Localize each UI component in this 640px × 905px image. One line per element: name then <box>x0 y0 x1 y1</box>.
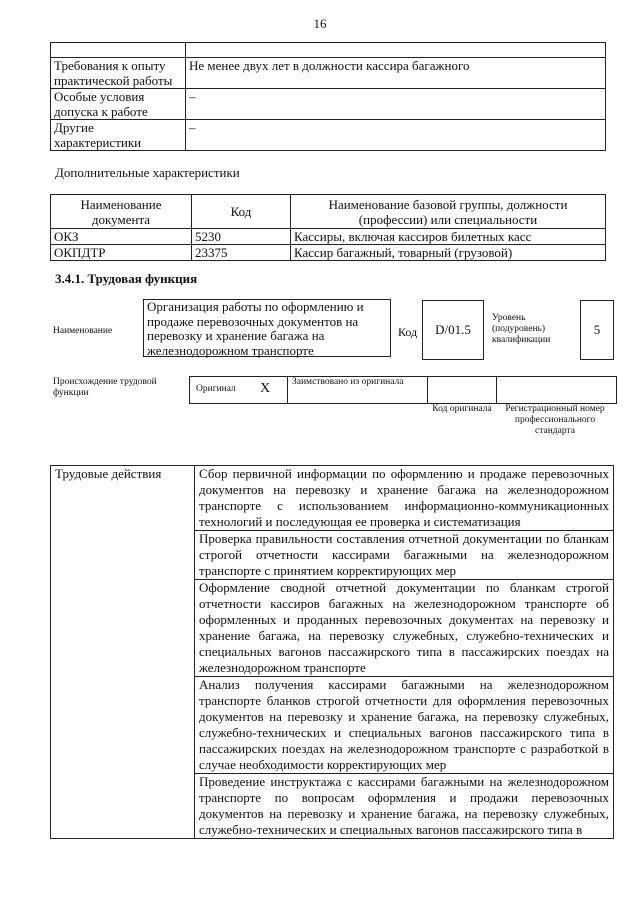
labor-actions-label: Трудовые действия <box>51 466 195 839</box>
origin-borrowed: Заимствовано из оригинала <box>292 377 404 387</box>
divider <box>496 376 497 404</box>
table-cell: Кассиры, включая кассиров билетных касс <box>291 229 606 245</box>
table-cell: ОКЗ <box>51 229 192 245</box>
requirements-table <box>50 42 606 151</box>
origin-mark: X <box>260 381 271 396</box>
row-value: Не менее двух лет в должности кассира багажного <box>186 58 606 89</box>
level-value: 5 <box>580 300 614 360</box>
function-code: D/01.5 <box>422 300 484 360</box>
header-cell: Код <box>192 195 291 229</box>
row-value: – <box>186 89 606 120</box>
table-cell: 5230 <box>192 229 291 245</box>
labor-action-item: Проверка правильности составления отчетной документации по бланкам строгой отчетности кассирами багажными на железнодорожном транспорте с принятием корректирующих мер <box>195 531 614 580</box>
labor-action-item: Оформление сводной отчетной документации по бланкам строгой отчетности кассиров багажных на железнодорожном транспорте об оформленных и проданных перевозочных документах на перевозку и хранение багажа, на перевозку служебных, служебно-технических и специальных вагонов пассажирского типа в пассажирских поездах на железнодорожном транспорте <box>195 580 614 677</box>
table-row <box>51 466 614 531</box>
labor-action-item: Сбор первичной информации по оформлению и продаже перевозочных документов на перевозку и хранение багажа на железнодорожном транспорте с использованием информационно-коммуникационных технологий и последующая ее проверка и систематизация <box>195 466 614 531</box>
table-row <box>51 245 606 261</box>
name-label: Наименование <box>53 326 113 336</box>
function-heading: 3.4.1. Трудовая функция <box>55 271 198 286</box>
additional-table <box>50 194 606 261</box>
origin-label: Происхождение трудовой функции <box>53 377 157 398</box>
origin-original: Оригинал <box>196 384 236 394</box>
divider <box>427 376 428 404</box>
reg-caption: Регистрационный номер профессионального стандарта <box>505 404 605 436</box>
table-cell: Кассир багажный, товарный (грузовой) <box>291 245 606 261</box>
divider <box>287 376 288 404</box>
table-cell: 23375 <box>192 245 291 261</box>
row-label: Другие характеристики <box>51 120 186 151</box>
labor-action-item: Анализ получения кассирами багажными на железнодорожном транспорте бланков строгой отчетности для оформления перевозочных документов на перевозку и хранение багажа, на перевозку служебных, служебно-технических и специальных вагонов пассажирского типа в пассажирских поездах на железнодорожном транспорте с разработкой в случае необходимости корректирующих мер <box>195 677 614 774</box>
header-cell: Наименование документа <box>51 195 192 229</box>
table-row <box>51 58 606 89</box>
header-cell: Наименование базовой группы, должности (профессии) или специальности <box>291 195 606 229</box>
row-label: Требования к опыту практической работы <box>51 58 186 89</box>
additional-title: Дополнительные характеристики <box>55 165 240 180</box>
table-row <box>51 229 606 245</box>
table-row <box>51 120 606 151</box>
table-cell: ОКПДТР <box>51 245 192 261</box>
function-name: Организация работы по оформлению и продаже перевозочных документов на перевозку и хранение багажа на железнодорожном транспорте <box>143 299 391 357</box>
code-caption: Код оригинала <box>432 404 492 414</box>
level-label: Уровень (подуровень) квалификации <box>492 313 551 345</box>
row-label: Особые условия допуска к работе <box>51 89 186 120</box>
table-row <box>51 89 606 120</box>
labor-action-item: Проведение инструктажа с кассирами багажными на железнодорожном транспорте по вопросам оформления и продажи перевозочных документов на перевозку и хранение багажа, на перевозку служебных, служебно-технических и специальных вагонов пассажирского типа в <box>195 774 614 839</box>
page-number: 16 <box>313 16 327 31</box>
row-value: – <box>186 120 606 151</box>
table-header <box>51 195 606 229</box>
code-label: Код <box>398 325 418 339</box>
labor-actions-table <box>50 465 614 839</box>
